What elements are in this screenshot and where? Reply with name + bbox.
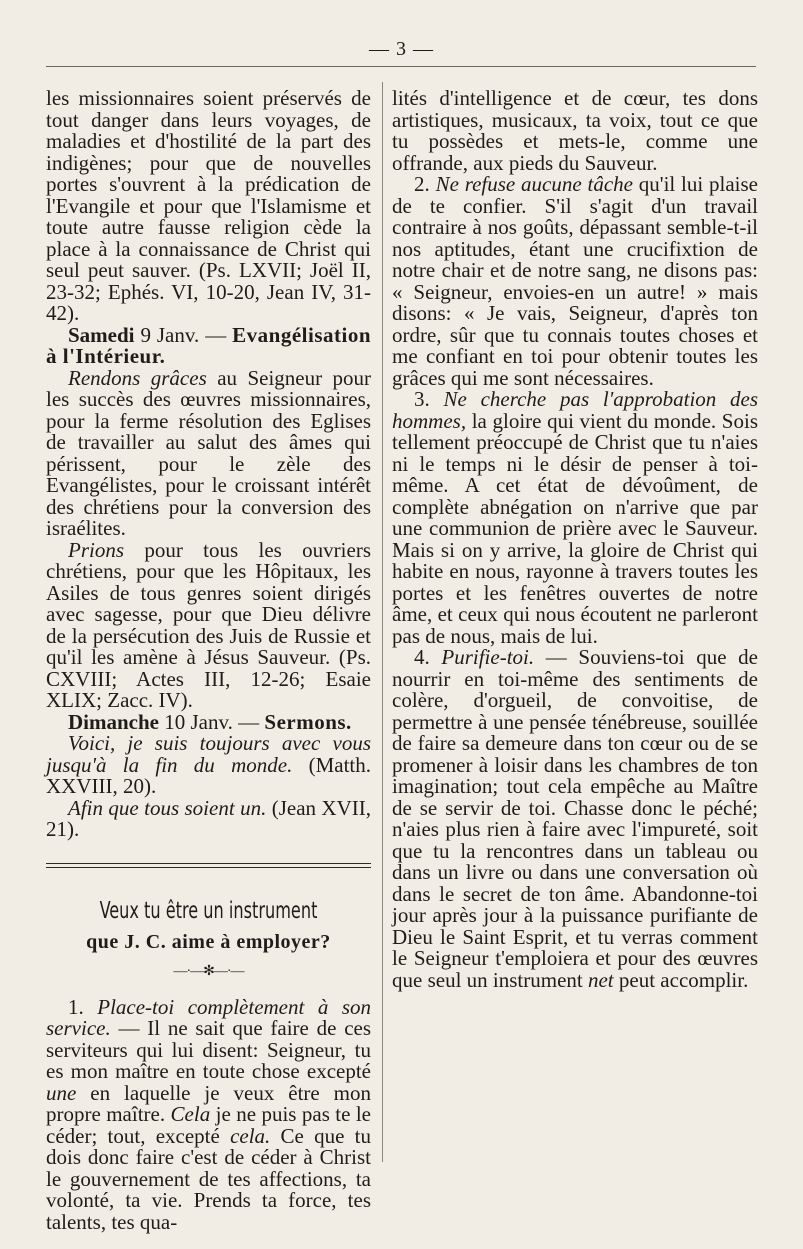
- body-text: la gloire qui vient du monde. Sois tellement préoccupé de Christ que tu n'aies ni le temps ni le désir de penser à toi-même. A cet état de dévoûment, de complète abnégation on n'arrive que par une communion de prière avec le Sauveur. Mais si on y arrive, la gloire de Christ qui habite en nous, rayonne à travers toutes les portes et les fenêtres ouvertes de notre âme, et ceux qui nous écoutent ne parleront pas de nous, mais de lui.: [392, 408, 758, 648]
- day-date: 9 Janv. —: [140, 322, 227, 347]
- column-divider: [382, 82, 383, 1162]
- point-number: 3.: [414, 387, 430, 411]
- point-number: 4.: [414, 645, 430, 669]
- point-number: 1.: [68, 994, 84, 1019]
- body-text: pour tous les ouvriers chrétiens, pour que les Hôpitaux, les Asiles de tous genres soient dirigés avec sagesse, pour que Dieu délivre de la persécution des Juis de Russie et qu'il les amène à Jésus Sauveur. (Ps. CXVIII; Actes III, 12-26; Esaie XLIX; Zacc. IV).: [46, 537, 371, 712]
- header-rule: [46, 66, 756, 67]
- section-separator: [46, 863, 371, 868]
- paragraph-missionaries: les missionnaires soient préservés de tout danger dans leurs voyages, de maladies et d'hostilité de la part des indigènes; pour que de nouvelles portes s'ouvrent à la prédication de l'Evangile et pour que l'Islamisme et toute autre fausse religion cède la place à la connaissance de Christ qui seul peut sauver. (Ps. LXVII; Joël II, 23-32; Ephés. VI, 10-20, Jean IV, 31-42).: [46, 86, 371, 325]
- paragraph-afin: [46, 795, 372, 841]
- point-4: [392, 647, 758, 991]
- page-number: — 3 —: [369, 38, 434, 60]
- point-heading: Place-toi complètement à son service.: [46, 994, 371, 1040]
- body-text: au Seigneur pour les succès des œuvres missionnaires, pour la ferme résolution des Eglises de travailler au salut des âmes qui périssent, pour le zèle des Evangélistes, pour le croissant intérêt des chrétiens pour la conversion des israélites.: [46, 365, 372, 540]
- emphasis: Cela: [170, 1102, 211, 1126]
- day-name: Samedi: [68, 322, 135, 347]
- body-text: peut accomplir.: [618, 967, 749, 992]
- emphasis: cela.: [230, 1123, 271, 1148]
- paragraph-continuation: lités d'intelligence et de cœur, tes dons artistiques, musicaux, ta voix, tout ce que tu possèdes et mets-le, comme une offrande, aux pieds du Sauveur.: [392, 86, 758, 175]
- point-heading: Purifie-toi.: [441, 645, 535, 669]
- point-1: [46, 994, 372, 1234]
- day-entry-dimanche: [46, 709, 371, 734]
- right-column: [392, 88, 758, 991]
- day-entry-samedi: [46, 322, 371, 368]
- day-theme: Sermons.: [264, 709, 352, 734]
- scripture-ref: (Jean XVII, 21).: [46, 795, 372, 841]
- day-theme: Evangélisation à l'Intérieur.: [46, 322, 371, 368]
- point-heading: Ne cherche pas l'approbation des hommes,: [392, 387, 759, 433]
- body-text: en laquelle je veux être mon propre maître.: [46, 1080, 371, 1126]
- emphasis: une: [46, 1080, 77, 1105]
- emphasis: Rendons grâces: [68, 365, 207, 390]
- paragraph-rendons-graces: [46, 365, 372, 540]
- point-heading: Ne refuse aucune tâche: [435, 172, 633, 196]
- article-subtitle: que J. C. aime à employer?: [86, 930, 331, 953]
- paragraph-voici: [46, 733, 371, 798]
- point-3: [392, 389, 758, 647]
- emphasis: Afin que tous soient un.: [68, 795, 267, 820]
- emphasis: Prions: [68, 537, 125, 562]
- emphasis: net: [587, 967, 614, 992]
- left-column: [46, 88, 371, 1233]
- ornament-divider: —·—✻—·—: [173, 964, 244, 979]
- scripture-ref: (Matth. XXVIII, 20).: [46, 752, 372, 798]
- body-text: — Il ne sait que faire de ces serviteurs qui lui disent: Seigneur, tu es mon maître en toute chose excepté: [46, 1016, 372, 1083]
- emphasis: Voici, je suis toujours avec vous jusqu'à la fin du monde.: [46, 731, 371, 777]
- paragraph-prions: [46, 537, 371, 712]
- day-name: Dimanche: [68, 709, 159, 734]
- body-text: je ne puis pas te le céder; tout, excepté: [46, 1102, 372, 1148]
- body-text: Ce que tu dois donc faire c'est de céder à Christ le gouvernement de tes affections, ta volonté, ta vie. Prends ta force, tes talents, tes qua-: [46, 1123, 372, 1234]
- day-date: 10 Janv. —: [164, 709, 260, 734]
- body-text: qu'il lui plaise de te confier. S'il s'agit d'un travail contraire à nos goûts, dépassant semble-t-il nos aptitudes, étant une crucifixtion de notre chair et de notre sang, ne disons pas: « Seigneur, envoies-en un autre! » mais disons: « Je vais, Seigneur, d'après ton ordre, sûr que tu connais toutes choses et me confiant en toi pour obtenir toutes les grâces qui me sont nécessaires.: [392, 172, 758, 390]
- point-number: 2.: [414, 172, 430, 196]
- point-2: [392, 174, 758, 389]
- article-title: Veux tu être un instrument: [99, 897, 318, 924]
- body-text: — Souviens-toi que de nourrir en toi-même des sentiments de colère, d'orgueil, de convoitise, de permettre à une pensée ténébreuse, souillée de faire sa demeure dans ton cœur ou de se promener à loisir dans les chambres de ton imagination; tout cela empêche au Maître de se servir de toi. Chasse donc le péché; n'aies plus rien à faire avec l'impureté, soit que tu la rencontres dans un tableau ou dans un livre ou dans une conversation où dans le secret de ton âme. Abandonne-toi jour après jour à la puissance purifiante de Dieu le Saint Esprit, et tu verras comment le Seigneur t'emploiera et pour des œuvres que seul un instrument: [392, 645, 759, 992]
